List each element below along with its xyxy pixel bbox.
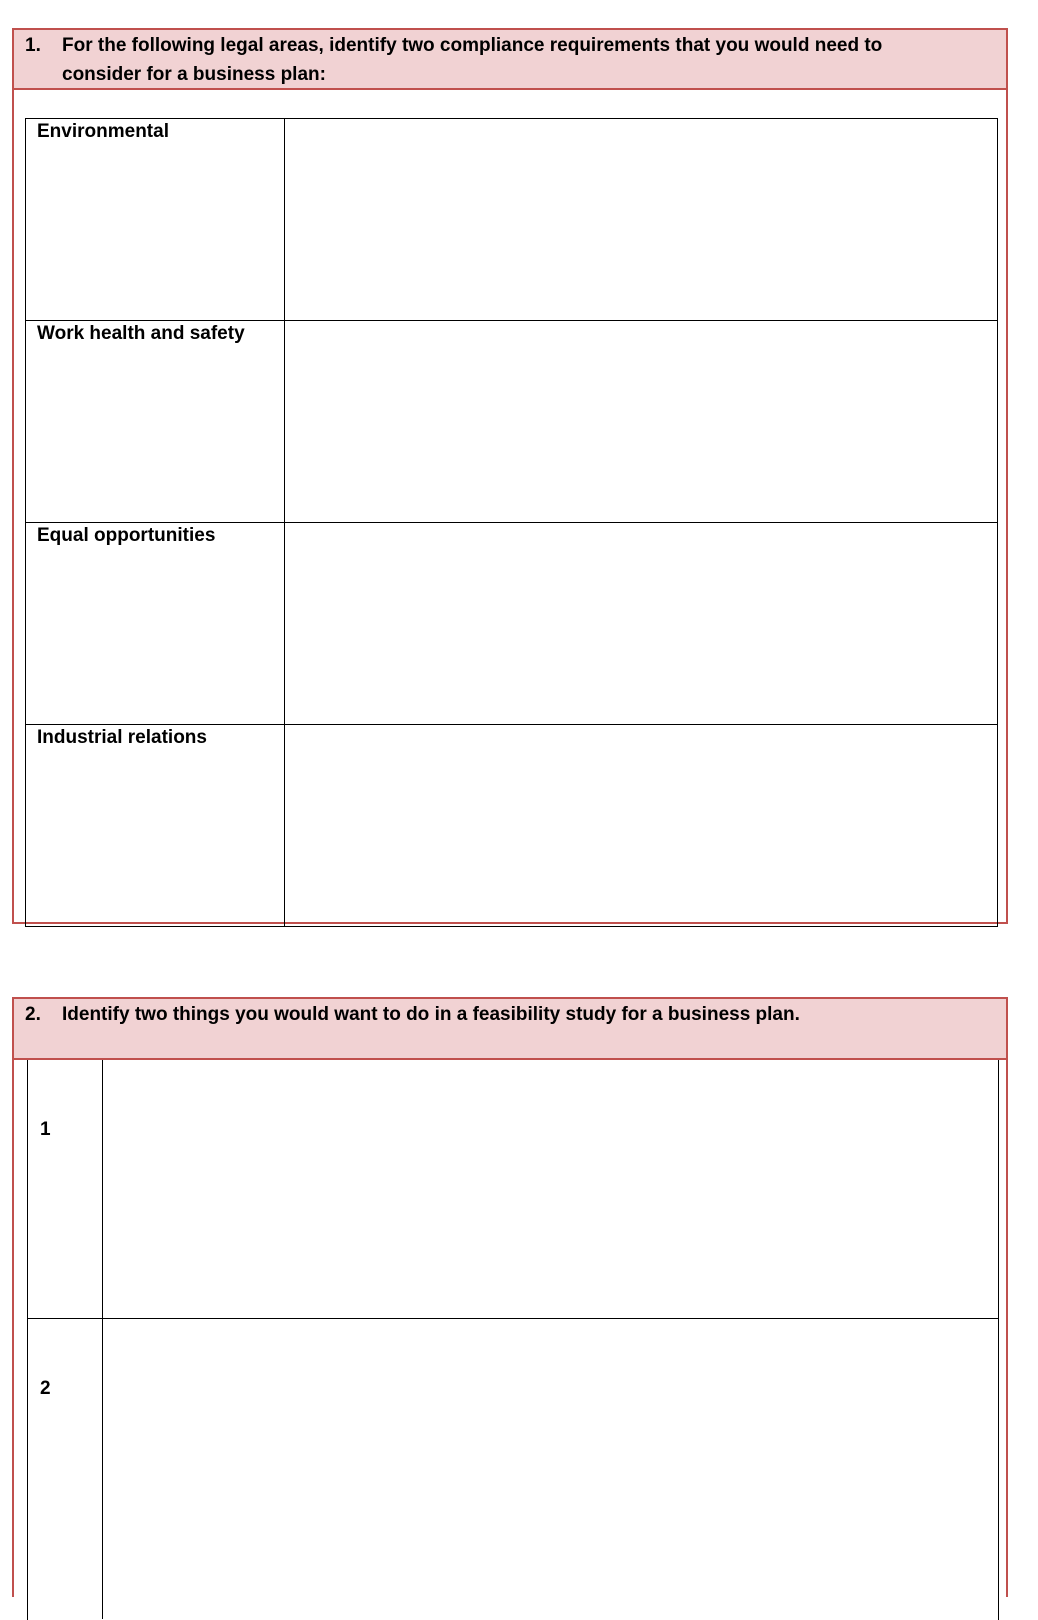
question-1-header — [14, 30, 1006, 90]
table-row — [26, 523, 997, 725]
row-number-cell — [28, 1319, 103, 1619]
answer-field-work-health-safety[interactable] — [285, 321, 997, 522]
row-label-work-health-safety: Work health and safety — [26, 321, 285, 522]
answer-field-industrial-relations[interactable] — [285, 725, 997, 926]
answer-field-equal-opportunities[interactable] — [285, 523, 997, 724]
answer-field-2[interactable] — [103, 1319, 998, 1619]
table-row — [28, 1060, 998, 1319]
row-label-environmental: Environmental — [26, 119, 285, 320]
table-row — [26, 119, 997, 321]
question-1-number: 1. — [25, 35, 41, 56]
row-number: 2 — [40, 1378, 51, 1399]
question-2-number: 2. — [25, 1004, 41, 1025]
answer-field-environmental[interactable] — [285, 119, 997, 320]
row-label-equal-opportunities: Equal opportunities — [26, 523, 285, 724]
table-row — [26, 725, 997, 926]
legal-areas-table — [25, 118, 998, 927]
question-2-section — [12, 997, 1008, 1597]
answer-field-1[interactable] — [103, 1060, 998, 1318]
question-2-text: Identify two things you would want to do in a feasibility study for a business plan. — [62, 1004, 800, 1025]
question-1-section — [12, 28, 1008, 924]
row-number-cell — [28, 1060, 103, 1318]
row-label-industrial-relations: Industrial relations — [26, 725, 285, 926]
table-row — [28, 1319, 998, 1619]
question-1-text: For the following legal areas, identify two compliance requirements that you would need to consider for a business plan: — [62, 35, 883, 85]
table-row — [26, 321, 997, 523]
question-2-header — [14, 999, 1006, 1060]
feasibility-table — [27, 1060, 999, 1620]
row-number: 1 — [40, 1119, 51, 1140]
